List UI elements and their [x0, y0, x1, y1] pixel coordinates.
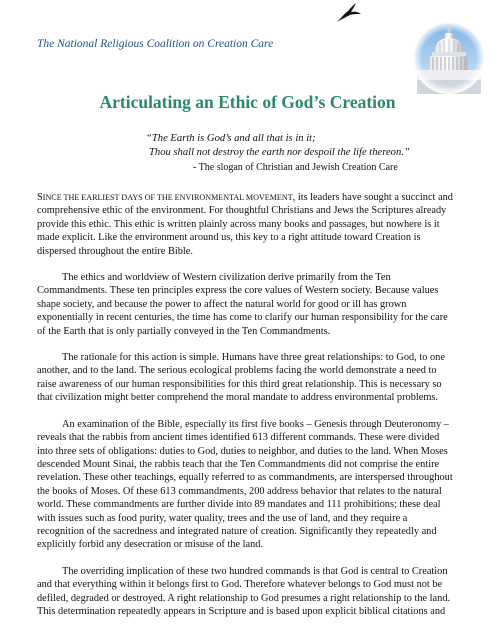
- epigraph-line-2: Thou shall not destroy the earth nor despoil the life thereon.”: [149, 147, 410, 158]
- paragraph-1-text: , its leaders have sought a succinct and comprehensive ethic of the environment. For thoughtful Christians and Jews the Scriptures already provide this ethic. This ethic is written plainly across many books and passages, but nowhere is it made explicit. Like the environment around us, this key to a right attitude toward Creation is dispersed throughout the entire Bible.: [37, 192, 453, 257]
- epigraph-attribution: - The slogan of Christian and Jewish Creation Care: [193, 162, 398, 173]
- paragraph-3: The rationale for this action is simple. Humans have three great relationships: to God, to one another, and to the land. The serious ecological problems facing the world demonstrate a need to raise awareness of our human responsibilities for this third great relationship. This is necessary so that civilization might better comprehend the moral mandate to address environmental problems.: [37, 352, 445, 404]
- lead-small-caps: INCE THE EARLIEST DAYS OF THE ENVIRONMENTAL MOVEMENT: [42, 193, 293, 202]
- document-body: [37, 191, 457, 631]
- paragraph-2: The ethics and worldview of Western civilization derive primarily from the Ten Commandments. These ten principles express the core values of Western society. Because values shape society, and because the power to affect the natural world for good or ill has grown exponentially in recent centuries, the time has come to clarify our human responsibility for the care of the Earth that is only partially conveyed in the Ten Commandments.: [37, 272, 448, 337]
- paragraph-5: The overriding implication of these two hundred commands is that God is central to Creation and that everything within it belongs first to God. Therefore whatever belongs to God must not be defiled, degraded or destroyed. A right relationship to God presumes a right relationship to the land. This determination repeatedly appears in Scripture and is based upon explicit biblical citations and: [37, 565, 451, 617]
- organization-name: The National Religious Coalition on Creation Care: [37, 38, 274, 50]
- bird-silhouette-icon: [336, 2, 362, 24]
- paragraph-1: [37, 191, 457, 258]
- epigraph-line-1: “The Earth is God’s and all that is in it;: [146, 133, 316, 144]
- document-title: Articulating an Ethic of God’s Creation: [99, 92, 396, 112]
- epigraph-quote: [146, 132, 446, 160]
- capitol-dome-image: [413, 22, 485, 94]
- paragraph-4: An examination of the Bible, especially its first five books – Genesis through Deuteronomy – reveals that the rabbis from ancient times identified 613 different commands. These were divided into three sets of obligations: duties to God, duties to neighbor, and duties to the land. When Moses descended Mount Sinai, the rabbis teach that the Ten Commandments did not comprise the entire revelation. These other teachings, equally referred to as commandments, are interspersed throughout the books of Moses. Of these 613 commandments, 200 address behavior that relates to the natural world. These commandments are further divide into 89 mandates and 111 prohibitions; these deal with issues such as food purity, water quality, trees and the use of land, and they require a recognition of the sacredness and integrated nature of creation. Significantly they repeatedly and explicitly forbid any desecration or misuse of the land.: [37, 418, 453, 551]
- lead-initial: S: [37, 192, 43, 203]
